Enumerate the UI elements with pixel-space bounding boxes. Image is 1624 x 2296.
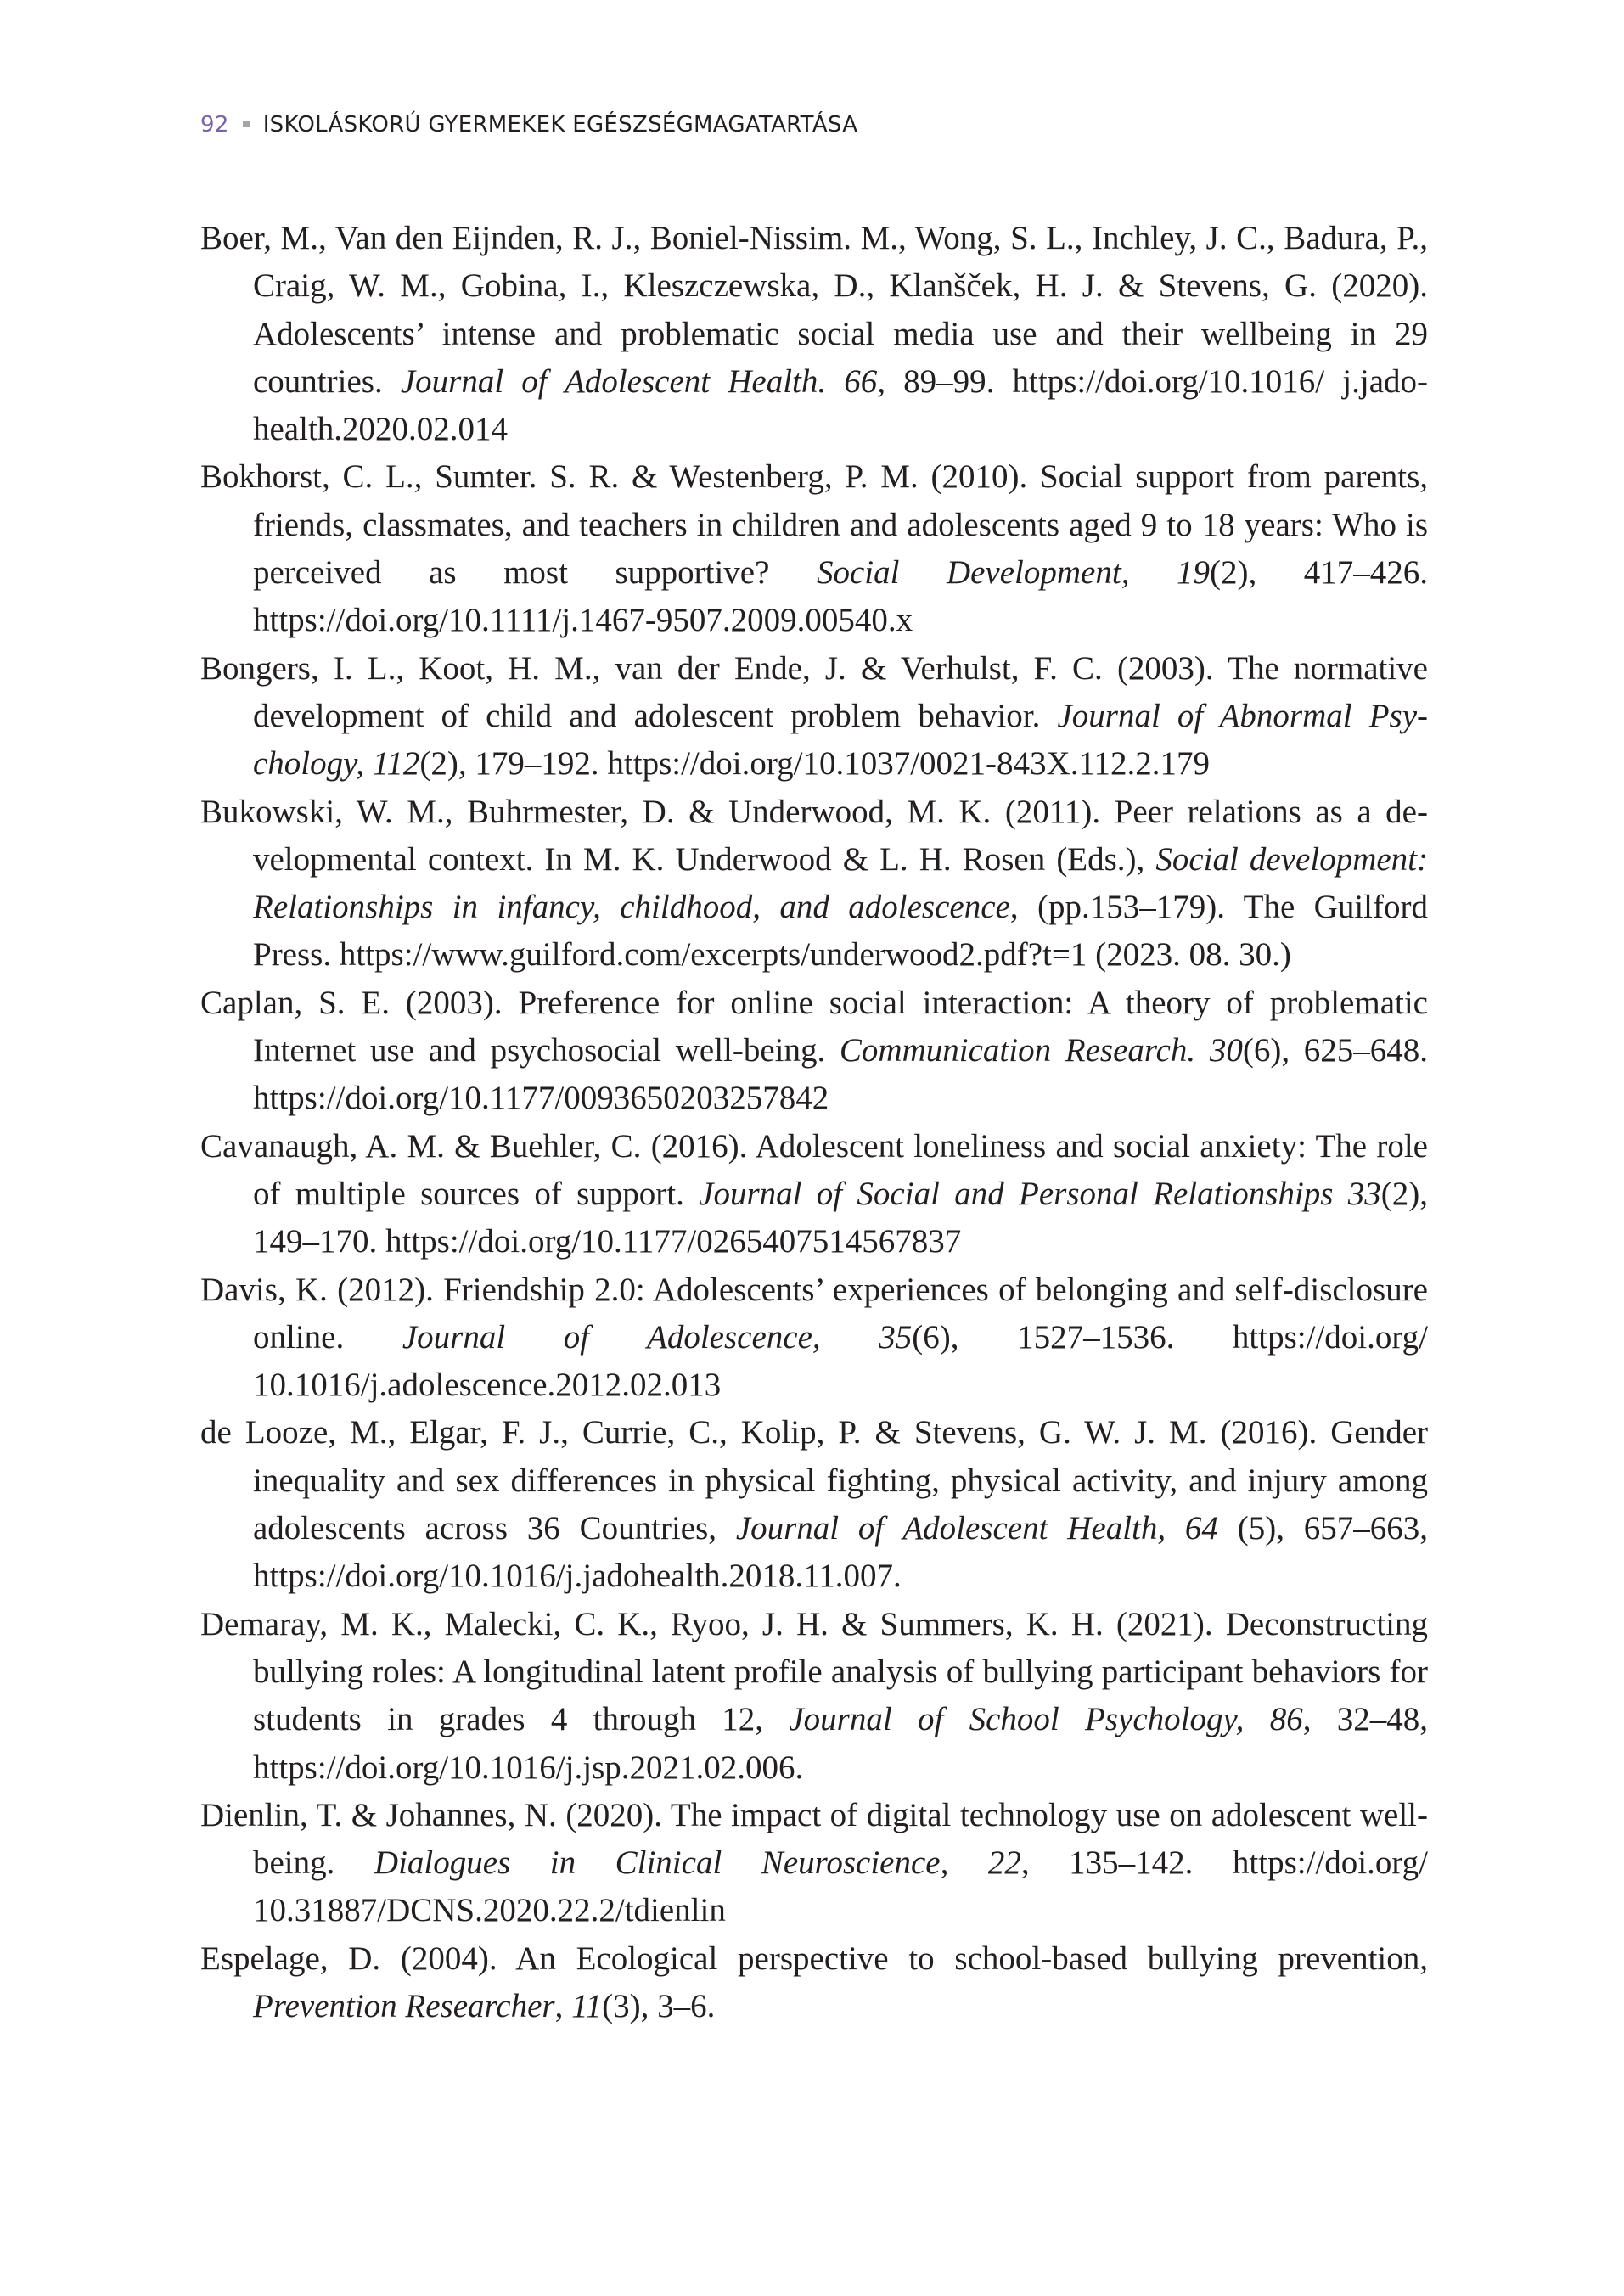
- reference-text: Bukowski, W. M., Buhrmester, D. & Underwood, M. K. (2011). Peer relations as a developmental context. In M. K. Underwood & L. H. Rosen (Eds.),: [200, 793, 1428, 878]
- reference-journal: Journal of Adolescent Health. 66,: [400, 362, 886, 400]
- reference-journal: Social Development, 19: [816, 554, 1210, 592]
- reference-journal: Journal of School Psychology, 86: [789, 1701, 1303, 1738]
- reference-entry-caplan: [200, 980, 1428, 1123]
- reference-entry-demaray: [200, 1601, 1428, 1792]
- reference-entry-de-looze: [200, 1409, 1428, 1600]
- reference-entry-boer: [200, 215, 1428, 453]
- reference-journal: Journal of Social and Personal Relationships 33: [699, 1175, 1381, 1212]
- reference-pages-doi: 89–99. https://doi.org/10.1016/ j.jadohealth.2020.02.014: [253, 362, 1428, 448]
- reference-pages-doi: (5), 657–663, https://doi.org/10.1016/j.jadohealth.2018.11.007.: [253, 1510, 1428, 1595]
- reference-pages-doi: , 135–142. https://doi.org/ 10.31887/DCNS.2020.22.2/tdienlin: [253, 1844, 1428, 1929]
- reference-text: Boer, M., Van den Eijnden, R. J., Boniel-Nissim. M., Wong, S. L., Inchley, J. C., Badura, P., Craig, W. M., Gobina, I., Kleszczewska, D., Klanšček, H. J. & Stevens, G. (2020). Adolescents’ intense and problematic social media use and their wellbeing in 29 countries.: [200, 220, 1428, 400]
- reference-text: Demaray, M. K., Malecki, C. K., Ryoo, J. H. & Summers, K. H. (2021). Deconstructing bullying roles: A longitudinal latent profile analysis of bullying participant behaviors for students in grades 4 through 12,: [200, 1605, 1428, 1738]
- reference-text: Espelage, D. (2004). An Ecological perspective to school-based bullying prevention,: [200, 1940, 1428, 1977]
- reference-book-title: Social development: Relationships in infancy, childhood, and adolescence: [253, 840, 1428, 926]
- bullet-square-icon: [243, 121, 250, 127]
- book-title: ISKOLÁSKORÚ GYERMEKEK EGÉSZSÉGMAGATARTÁSA: [262, 112, 858, 138]
- page-number: 92: [200, 112, 229, 138]
- reference-text: Cavanaugh, A. M. & Buehler, C. (2016). Adolescent loneliness and social anxiety: The role of multiple sources of support.: [200, 1127, 1428, 1212]
- reference-journal: Prevention Researcher: [253, 1987, 555, 2024]
- reference-text: de Looze, M., Elgar, F. J., Currie, C., Kolip, P. & Stevens, G. W. J. M. (2016). Gender inequality and sex differences in physical fighting, physical activity, and injury among adolescents across 36 Countries,: [200, 1414, 1428, 1547]
- reference-pages-doi: , 32–48, https://doi.org/10.1016/j.jsp.2021.02.006.: [253, 1701, 1429, 1786]
- reference-entry-bukowski: [200, 789, 1428, 980]
- reference-entry-bongers: [200, 645, 1428, 789]
- reference-text: Caplan, S. E. (2003). Preference for online social interaction: A theory of problematic Internet use and psychosocial well-being.: [200, 984, 1428, 1069]
- reference-text: Dienlin, T. & Johannes, N. (2020). The impact of digital technology use on adolescent well-being.: [200, 1796, 1428, 1882]
- reference-pages-doi: , (pp.153–179). The Guilford Press. https://www.guilford.com/excerpts/underwood2.pdf?t=1 (2023. 08. 30.): [253, 889, 1428, 974]
- reference-entry-bokhorst: [200, 453, 1428, 644]
- reference-entry-cavanaugh: [200, 1123, 1428, 1266]
- reference-text: Davis, K. (2012). Friendship 2.0: Adolescents’ experiences of belonging and self-disclosure online.: [200, 1271, 1428, 1356]
- reference-text: Bokhorst, C. L., Sumter. S. R. & Westenberg, P. M. (2010). Social support from parents, friends, classmates, and teachers in children and adolescents aged 9 to 18 years: Who is perceived as most supportive?: [200, 458, 1428, 592]
- reference-pages-doi: (6), 625–648. https://doi.org/10.1177/0093650203257842: [253, 1032, 1428, 1117]
- reference-journal: Journal of Abnormal Psychology, 112: [253, 697, 1429, 783]
- reference-entry-espelage: [200, 1935, 1428, 2031]
- reference-entry-dienlin: [200, 1792, 1428, 1935]
- reference-list: [200, 215, 1428, 2030]
- reference-entry-davis: [200, 1266, 1428, 1410]
- reference-journal: Dialogues in Clinical Neuroscience, 22: [374, 1844, 1021, 1882]
- reference-pages-doi: (6), 1527–1536. https://doi.org/ 10.1016/j.adolescence.2012.02.013: [253, 1318, 1428, 1404]
- reference-pages-doi: (2), 417–426. https://doi.org/10.1111/j.1467-9507.2009.00540.x: [253, 554, 1428, 639]
- reference-separator: ,: [554, 1987, 572, 2024]
- reference-journal: Journal of Adolescence, 35: [402, 1318, 913, 1356]
- reference-journal: Communication Research. 30: [839, 1032, 1243, 1069]
- running-header: [200, 112, 857, 138]
- reference-volume: 11: [571, 1987, 603, 2024]
- reference-journal: Journal of Adolescent Health, 64: [735, 1510, 1218, 1547]
- reference-pages-doi: (2), 179–192. https://doi.org/10.1037/0021-843X.112.2.179: [419, 745, 1210, 783]
- reference-text: Bongers, I. L., Koot, H. M., van der Ende, J. & Verhulst, F. C. (2003). The normative development of child and adolescent problem behavior.: [200, 649, 1428, 734]
- reference-pages-doi: (3), 3–6.: [602, 1987, 716, 2024]
- reference-pages-doi: (2), 149–170. https://doi.org/10.1177/0265407514567837: [253, 1175, 1428, 1260]
